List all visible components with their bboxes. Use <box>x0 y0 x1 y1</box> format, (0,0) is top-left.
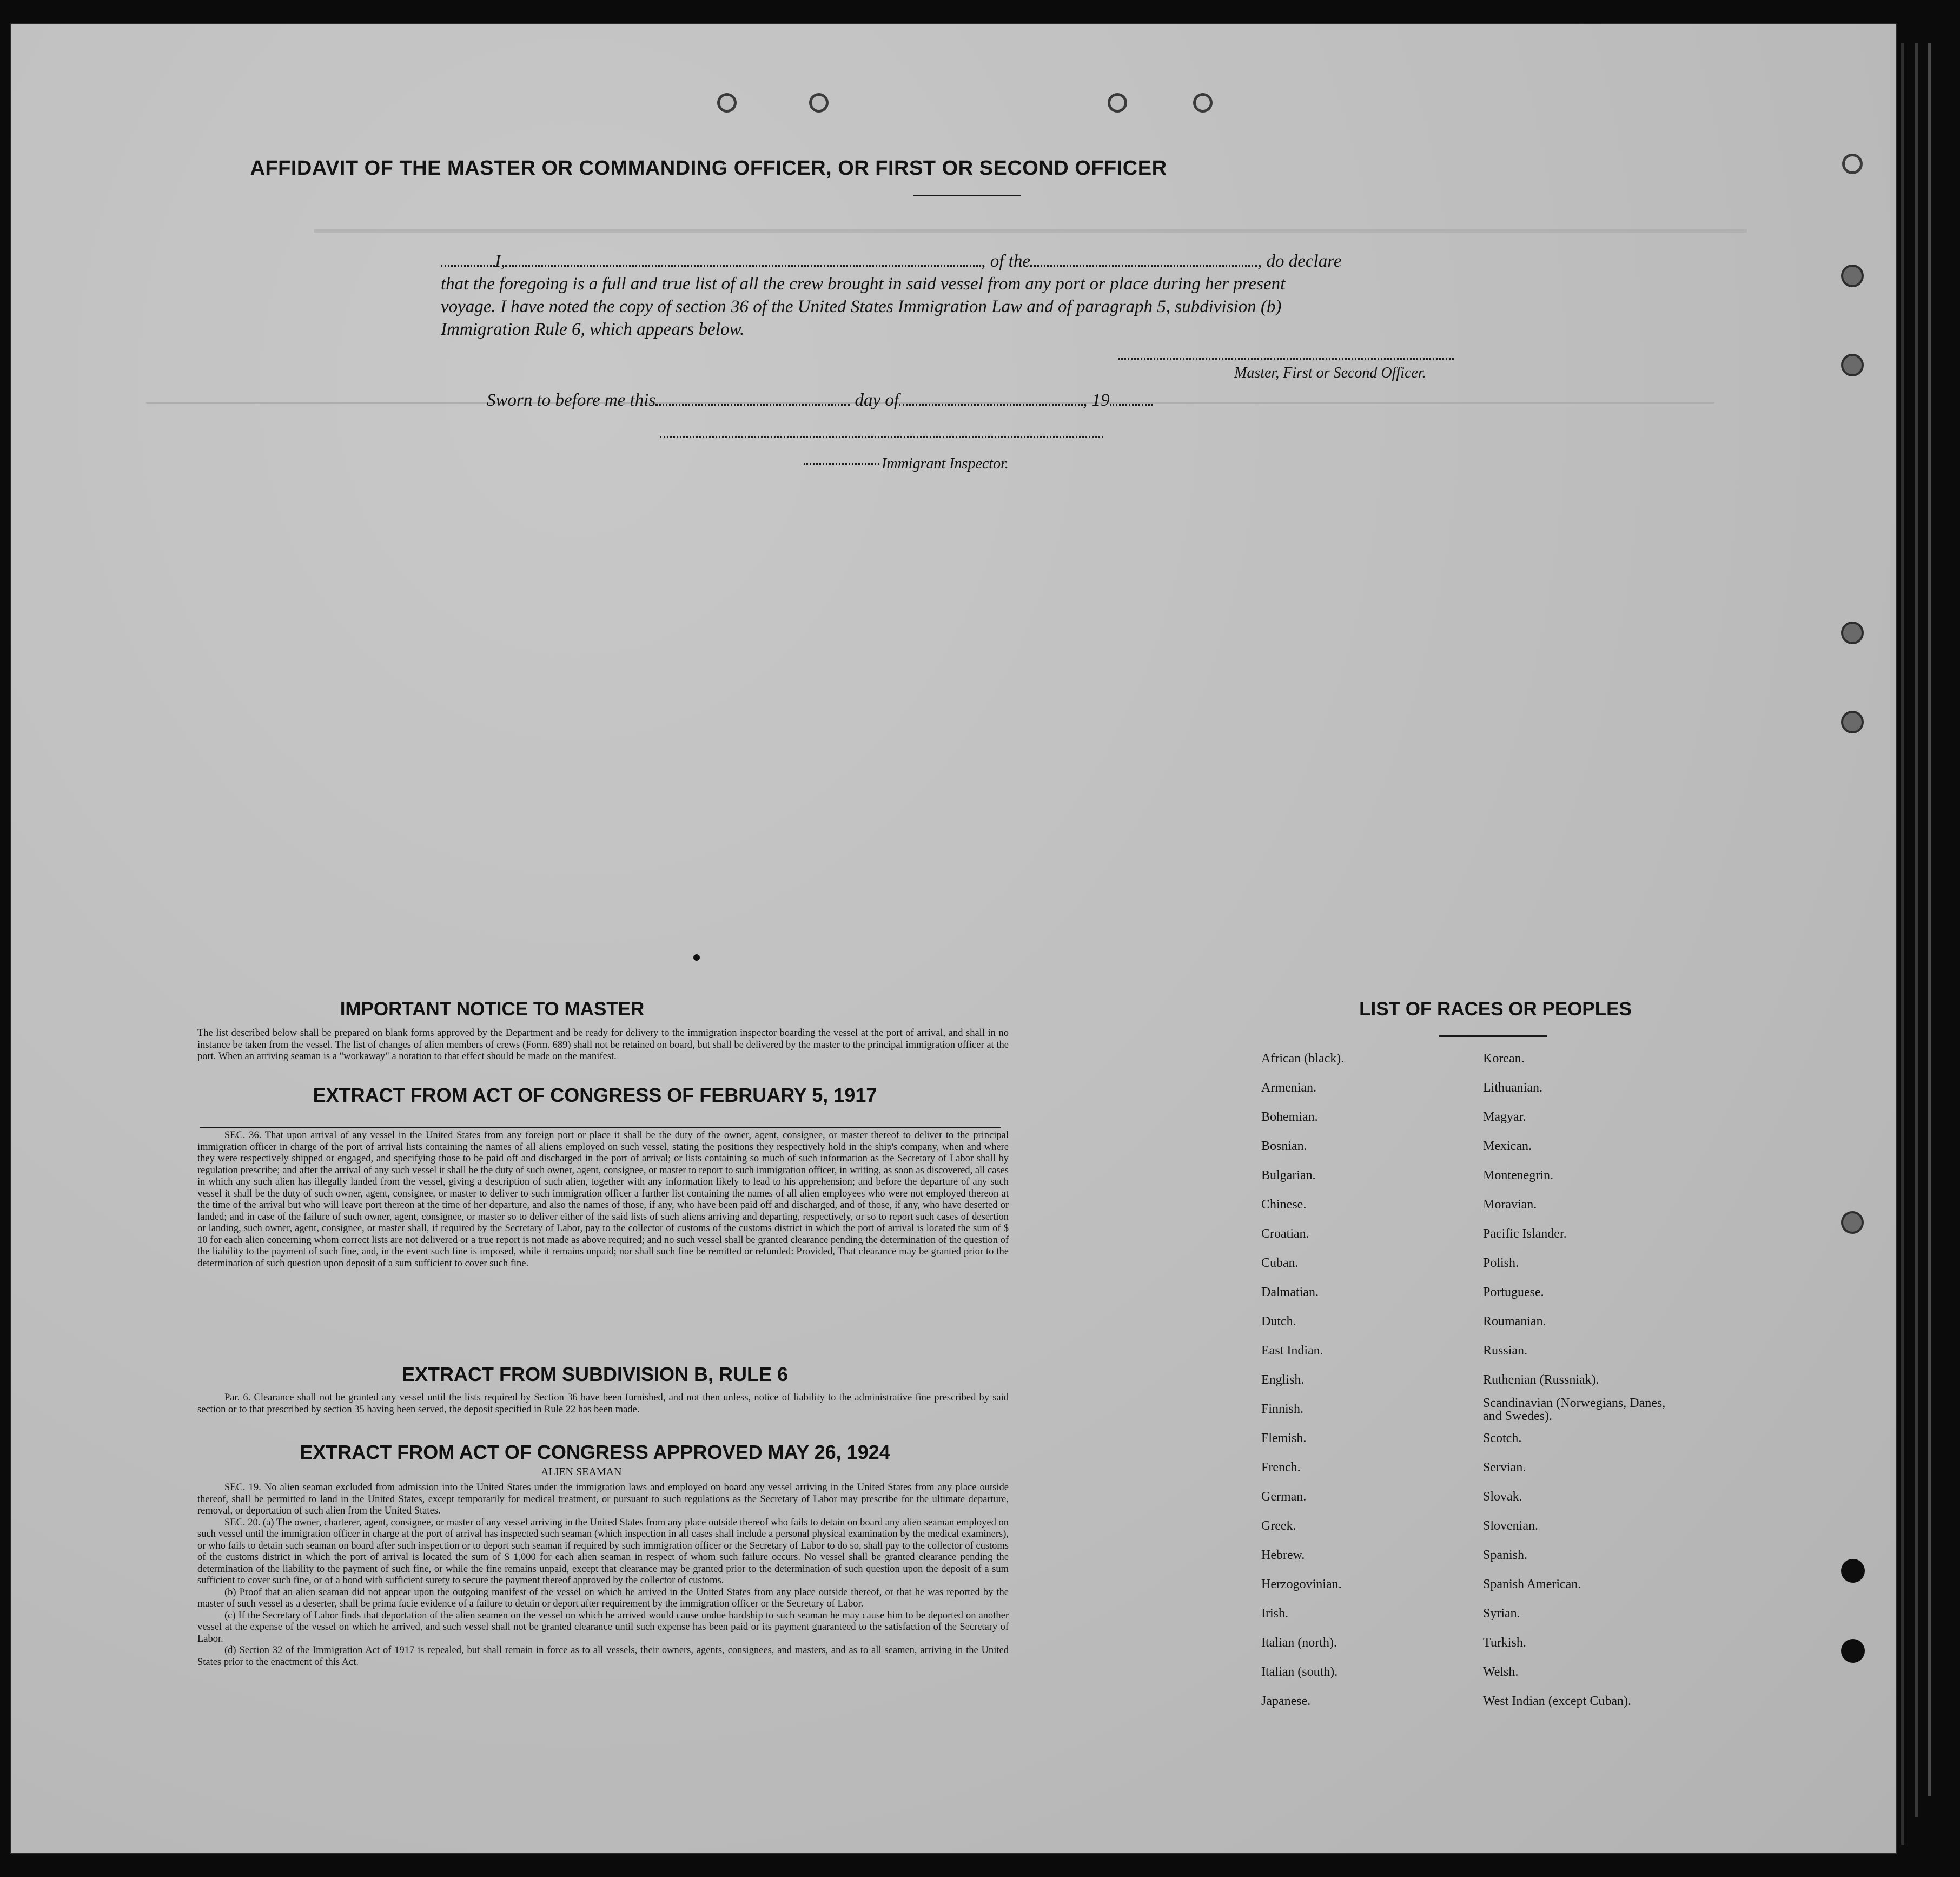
extract-1917-title: EXTRACT FROM ACT OF CONGRESS OF FEBRUARY 5, 1917 <box>313 1084 877 1106</box>
punch-hole <box>717 93 737 113</box>
document-sheet <box>10 23 1897 1854</box>
race-item: Russian. <box>1483 1344 1528 1358</box>
race-item: Turkish. <box>1483 1636 1526 1650</box>
declaration-text: , of the <box>981 252 1030 271</box>
title-rule <box>913 195 1021 196</box>
year-blank <box>1110 392 1153 406</box>
declaration-line-1 <box>441 250 1485 273</box>
inspector-caption: Immigrant Inspector. <box>882 455 1009 472</box>
affidavit-title: AFFIDAVIT OF THE MASTER OR COMMANDING OFFICER, OR FIRST OR SECOND OFFICER <box>250 157 1167 180</box>
page-edge <box>1928 43 1931 1796</box>
races-title: LIST OF RACES OR PEOPLES <box>1359 999 1632 1020</box>
race-item: Herzogovinian. <box>1261 1577 1342 1591</box>
race-item: Mexican. <box>1483 1139 1532 1153</box>
punch-hole <box>1841 265 1864 287</box>
race-item: Cuban. <box>1261 1256 1299 1270</box>
sec-20c: (c) If the Secretary of Labor finds that deportation of the alien seamen on the vessel on which he arrived would cause undue hardship to such seaman he may cause him to be deported on another vessel at the expense of the vessel on which he arrived, and such vessel shall not be granted clearance until such expense has been paid or its payment guaranteed to the satisfaction of the Secretary of Labor. <box>197 1610 1009 1644</box>
inspector-signature-line <box>660 436 1103 438</box>
race-item: Bulgarian. <box>1261 1168 1316 1182</box>
punch-hole <box>1842 154 1863 174</box>
race-item: Slovak. <box>1483 1490 1522 1504</box>
punch-hole <box>1193 93 1213 113</box>
race-item: Spanish American. <box>1483 1577 1581 1591</box>
punch-hole <box>1841 711 1864 733</box>
race-item: Bohemian. <box>1261 1110 1318 1124</box>
extract-rule6-title: EXTRACT FROM SUBDIVISION B, RULE 6 <box>401 1363 789 1385</box>
name-blank <box>505 253 981 267</box>
race-item: Montenegrin. <box>1483 1168 1553 1182</box>
race-item: Scandinavian (Norwegians, Danes, and Swedes). <box>1483 1396 1666 1423</box>
declaration-line-4: Immigration Rule 6, which appears below. <box>441 320 745 339</box>
race-item: Irish. <box>1261 1607 1288 1621</box>
race-item: Italian (south). <box>1261 1665 1338 1679</box>
race-item: Japanese. <box>1261 1694 1311 1708</box>
punch-hole <box>1841 1559 1865 1583</box>
sec-20a: SEC. 20. (a) The owner, charterer, agent, consignee, or master of any vessel arriving in the United States from any place outside thereof who fails to detain on board any alien seaman employed on such vessel until the immigration officer in charge at the port of arrival has inspected such seaman (which inspection in all cases shall include a personal physical examination by the medical examiners), or who fails to detain such seaman on board after such inspection or to deport such seaman if required by such immigration officer or the Secretary of Labor to do so, shall pay to the collector of customs of the customs district in which the port of arrival is located the sum of $ 1,000 for each alien seaman in respect of whom such failure occurs. No vessel shall be granted clearance pending the determination of the liability to the payment of such fine, or while the fine remains unpaid, except that clearance may be granted prior to the determination of such question upon the deposit of a sum sufficient to cover such fine, or of a bond with sufficient surety to secure the payment thereof approved by the collector of customs. <box>197 1517 1009 1586</box>
race-item: East Indian. <box>1261 1344 1323 1358</box>
extract-1924-subtitle: ALIEN SEAMAN <box>541 1466 622 1478</box>
punch-hole <box>809 93 829 113</box>
sworn-statement <box>487 391 1153 411</box>
race-item: Greek. <box>1261 1519 1296 1533</box>
race-item: Ruthenian (Russniak). <box>1483 1373 1599 1387</box>
race-item: Servian. <box>1483 1460 1526 1475</box>
punch-hole <box>1841 354 1864 376</box>
race-item: Spanish. <box>1483 1548 1528 1562</box>
race-item: Scotch. <box>1483 1431 1522 1445</box>
section-rule <box>200 1127 1001 1128</box>
declaration-text: I, <box>495 252 506 271</box>
month-blank <box>899 392 1083 406</box>
sec-20d: (d) Section 32 of the Immigration Act of 1917 is repealed, but shall remain in force as to all vessels, their owners, agents, consignees, and masters, and as to all seamen, arriving in the United States prior to the enactment of this Act. <box>197 1645 1009 1668</box>
race-item: Dalmatian. <box>1261 1285 1319 1299</box>
race-item: Hebrew. <box>1261 1548 1305 1562</box>
race-item: Croatian. <box>1261 1227 1309 1241</box>
race-item: Italian (north). <box>1261 1636 1337 1650</box>
extract-1924-title: EXTRACT FROM ACT OF CONGRESS APPROVED MAY 26, 1924 <box>300 1441 890 1463</box>
race-item: Magyar. <box>1483 1110 1526 1124</box>
race-item: French. <box>1261 1460 1301 1475</box>
declaration-line-3: voyage. I have noted the copy of section 36 of the United States Immigration Law and of paragraph 5, subdivision (b) <box>441 297 1282 316</box>
page-edge <box>1901 43 1904 1845</box>
extract-1924-body <box>197 1482 1009 1668</box>
extract-1917-body: SEC. 36. That upon arrival of any vessel in the United States from any foreign port or place it shall be the duty of the owner, agent, consignee, or master thereof to deliver to the principal immigration officer in charge of the port of arrival lists containing the names of all aliens employed on such vessel, stating the positions they respectively hold in the ship's company, when and where they were respectively shipped or engaged, and specifying those to be paid off and discharged in the port of arrival; or lists containing so much of such information as the Secretary of Labor shall by regulation prescribe; and after the arrival of any such vessel it shall be the duty of such owner, agent, consignee, or master to report to such immigration officer, in writing, as soon as discovered, all cases in which any such alien has illegally landed from the vessel, giving a description of such alien, together with any information likely to lead to his apprehension; and before the departure of any such vessel it shall be the duty of such owner, agent, consignee, or master to deliver to such immigration officer a further list containing the names of all alien employees who were not employed thereon at the time of the arrival but who will leave port thereon at the time of her departure, and also the names of those, if any, who have been paid off and discharged, and of those, if any, who have deserted or landed; and in case of the failure of such owner, agent, consignee, or master so to deliver either of the said lists of such aliens arriving and departing, respectively, or so to report such cases of desertion or landing, such owner, agent, consignee, or master shall, if required by the Secretary of Labor, pay to the collector of customs of the customs district in which the port of arrival is located the sum of $ 10 for each alien concerning whom correct lists are not delivered or a true report is not made as above required; and no such vessel shall be granted clearance pending the determination of the question of the liability to the payment of such fine, and, in the event such fine is imposed, while it remains unpaid; nor shall such fine be remitted or refunded: Provided, That clearance may be granted prior to the determination of such question upon deposit of a sum sufficient to cover such fine. <box>197 1130 1009 1269</box>
declaration-text: , do declare <box>1257 252 1342 271</box>
ink-spot <box>693 954 700 961</box>
race-item: Bosnian. <box>1261 1139 1307 1153</box>
punch-hole <box>1841 622 1864 644</box>
inspector-dot-lead <box>804 463 879 465</box>
race-item: Lithuanian. <box>1483 1081 1542 1095</box>
officer-caption: Master, First or Second Officer. <box>1234 365 1426 381</box>
sworn-text: day of <box>855 391 899 410</box>
race-item: African (black). <box>1261 1052 1345 1066</box>
day-blank <box>655 392 850 406</box>
race-item: Pacific Islander. <box>1483 1227 1567 1241</box>
race-item: West Indian (except Cuban). <box>1483 1694 1631 1708</box>
page-edge <box>1915 43 1918 1817</box>
notice-body: The list described below shall be prepared on blank forms approved by the Department and be ready for delivery to the immigration inspector boarding the vessel at the port of arrival, and shall in no instance be taken from the vessel. The list of changes of alien members of crews (Form. 689) shall not be retained on board, but shall be delivered by the master to the principal immigration officer at the port. When an arriving seaman is a "workaway" a notation to that effect should be made on the manifest. <box>197 1028 1009 1062</box>
race-item: Welsh. <box>1483 1665 1519 1679</box>
race-item: Flemish. <box>1261 1431 1307 1445</box>
sworn-text: Sworn to before me this <box>487 391 656 410</box>
race-item: Dutch. <box>1261 1314 1296 1329</box>
race-item: Armenian. <box>1261 1081 1316 1095</box>
declaration-line-2: that the foregoing is a full and true list of all the crew brought in said vessel from any port or place during her present <box>441 274 1286 294</box>
race-item: Roumanian. <box>1483 1314 1546 1329</box>
sec-20b: (b) Proof that an alien seaman did not appear upon the outgoing manifest of the vessel on which he arrived in the United States from any place outside thereof, or that he was reported by the master of such vessel as a deserter, shall be prima facie evidence of a failure to detain or deport after requirement by the immigration officer or the Secretary of Labor. <box>197 1587 1009 1609</box>
race-item: Polish. <box>1483 1256 1519 1270</box>
race-item: Moravian. <box>1483 1198 1537 1212</box>
sec-19: SEC. 19. No alien seaman excluded from admission into the United States under the immigration laws and employed on board any vessel arriving in the United States from any place outside thereof, shall be permitted to land in the United States, except temporarily for medical treatment, or pursuant to such regulations as the Secretary of Labor may prescribe for the ultimate departure, removal, or deportation of such alien from the United States. <box>197 1482 1009 1516</box>
races-rule <box>1439 1035 1547 1037</box>
notice-title: IMPORTANT NOTICE TO MASTER <box>340 999 645 1020</box>
race-item: Portuguese. <box>1483 1285 1544 1299</box>
race-item: Slovenian. <box>1483 1519 1538 1533</box>
race-item: Finnish. <box>1261 1402 1304 1416</box>
race-item: Chinese. <box>1261 1198 1307 1212</box>
extract-rule6-body: Par. 6. Clearance shall not be granted any vessel until the lists required by Section 36 have been furnished, and not then unless, notice of liability to the administrative fine prescribed by said section or to that prescribed by section 35 having been served, the deposit specified in Rule 22 has been made. <box>197 1392 1009 1415</box>
vessel-blank <box>1030 253 1257 267</box>
punch-hole <box>1841 1639 1865 1663</box>
race-item: Korean. <box>1483 1052 1525 1066</box>
race-item: German. <box>1261 1490 1307 1504</box>
punch-hole <box>1841 1211 1864 1234</box>
punch-hole <box>1108 93 1127 113</box>
officer-signature-line <box>1118 358 1454 360</box>
sworn-text: , 19 <box>1083 391 1110 410</box>
race-item: English. <box>1261 1373 1305 1387</box>
affidavit-declaration <box>441 250 1485 341</box>
signature-blank <box>441 253 495 267</box>
race-item: Syrian. <box>1483 1607 1520 1621</box>
